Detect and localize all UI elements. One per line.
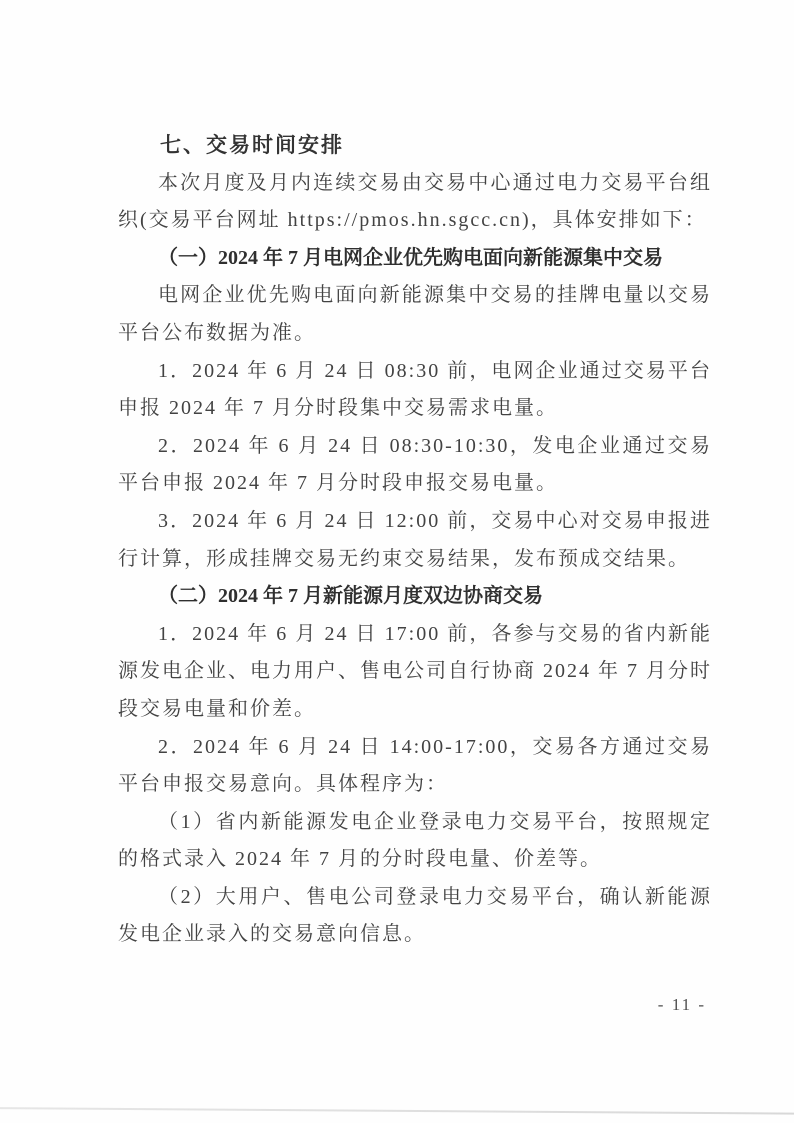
subsection-2-step-2: （2）大用户、售电公司登录电力交易平台，确认新能源发电企业录入的交易意向信息。 [118,885,712,946]
subsection-1-item-2: 2．2024 年 6 月 24 日 08:30-10:30，发电企业通过交易平台申报 2024 年 7 月分时段申报交易电量。 [118,434,712,495]
subsection-1-item-1: 1．2024 年 6 月 24 日 08:30 前，电网企业通过交易平台申报 2024 年 7 月分时段集中交易需求电量。 [118,359,712,420]
subsection-1-item-3: 3．2024 年 6 月 24 日 12:00 前，交易中心对交易申报进行计算，形成挂牌交易无约束交易结果，发布预成交结果。 [118,509,712,570]
intro-paragraph: 本次月度及月内连续交易由交易中心通过电力交易平台组织(交易平台网址 https://pmos.hn.sgcc.cn)，具体安排如下： [118,171,712,232]
subsection-2-step-1: （1）省内新能源发电企业登录电力交易平台，按照规定的格式录入 2024 年 7 月的分时段电量、价差等。 [118,810,712,871]
page-number: - 11 - [657,995,706,1014]
document-content [118,127,712,954]
subsection-2-item-2: 2．2024 年 6 月 24 日 14:00-17:00，交易各方通过交易平台申报交易意向。具体程序为： [118,735,712,796]
subsection-1-paragraph: 电网企业优先购电面向新能源集中交易的挂牌电量以交易平台公布数据为准。 [118,284,712,344]
section-heading: 七、交易时间安排 [160,134,344,157]
subsection-2-heading: （二）2024 年 7 月新能源月度双边协商交易 [158,585,543,608]
subsection-1-heading: （一）2024 年 7 月电网企业优先购电面向新能源集中交易 [158,246,663,269]
scan-edge-artifact [0,1107,794,1114]
subsection-2-item-1: 1．2024 年 6 月 24 日 17:00 前，各参与交易的省内新能源发电企业、电力用户、售电公司自行协商 2024 年 7 月分时段交易电量和价差。 [118,622,712,720]
